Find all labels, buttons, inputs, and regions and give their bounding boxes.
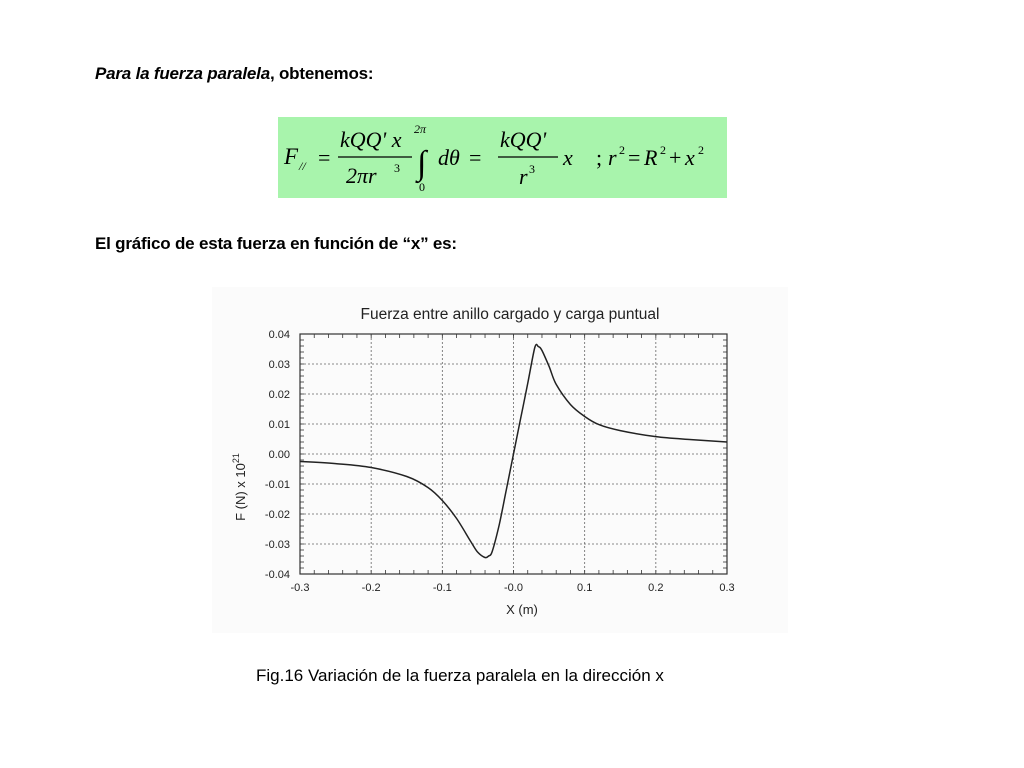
frac1-power: 3 — [394, 161, 400, 175]
x-tick-label: -0.2 — [361, 582, 381, 594]
integral-lower: 0 — [419, 180, 425, 194]
frac1-denominator: 2πr — [346, 163, 377, 188]
y-tick-label: -0.02 — [264, 509, 290, 521]
chart-title: Fuerza entre anillo cargado y carga puntual — [360, 306, 660, 323]
y-tick-label: 0.01 — [268, 419, 290, 431]
formula-equals-1: = — [318, 145, 331, 170]
x-tick-label: -0.3 — [290, 582, 310, 594]
y-axis-label — [231, 453, 248, 521]
y-tick-label: -0.03 — [264, 539, 290, 551]
frac2-denominator: r — [519, 164, 528, 189]
chart-svg — [212, 287, 788, 633]
condition-r: r — [608, 145, 617, 170]
series-layer — [300, 344, 727, 557]
x-tick-label: 0.2 — [648, 582, 664, 594]
condition-r-power: 2 — [619, 143, 625, 157]
formula-lhs: F — [284, 144, 299, 169]
formula-svg — [278, 117, 727, 198]
differential: dθ — [438, 145, 460, 170]
formula-lhs-subscript: // — [299, 159, 306, 173]
figure-caption: Fig.16 Variación de la fuerza paralela en la dirección x — [256, 666, 664, 685]
condition-R: R — [644, 145, 658, 170]
x-tick-label: -0.0 — [504, 582, 523, 594]
y-axis-label-group — [231, 453, 248, 521]
x-tick-label: 0.1 — [577, 582, 593, 594]
frac2-power: 3 — [529, 162, 535, 176]
x-axis-label: X (m) — [506, 602, 538, 617]
force-curve — [300, 344, 727, 557]
y-axis-label-exponent: 21 — [231, 453, 241, 464]
chart-figure — [212, 287, 788, 633]
y-tick-label: 0.04 — [268, 329, 290, 341]
condition-separator: ; — [596, 145, 603, 170]
y-axis-label-text: F (N) x 10 — [233, 463, 248, 521]
integral-upper: 2π — [414, 122, 427, 136]
graph-intro: El gráfico de esta fuerza en función de “x” es: — [95, 234, 457, 253]
x-tick-label: 0.3 — [719, 582, 735, 594]
condition-equals: = — [628, 145, 641, 170]
intro-text — [95, 64, 373, 84]
intro-italic: Para la fuerza paralela — [95, 64, 270, 83]
y-tick-label: -0.01 — [264, 479, 290, 491]
formula-equals-2: = — [469, 145, 482, 170]
frac2-tail: x — [563, 145, 573, 170]
condition-R-power: 2 — [660, 143, 666, 157]
y-tick-label: -0.04 — [264, 569, 290, 581]
tick-layer — [265, 329, 735, 594]
y-tick-label: 0.00 — [268, 449, 290, 461]
condition-x-power: 2 — [698, 143, 704, 157]
y-tick-label: 0.03 — [268, 359, 290, 371]
x-tick-label: -0.1 — [432, 582, 452, 594]
integral-sign: ∫ — [417, 145, 427, 182]
y-tick-label: 0.02 — [268, 389, 290, 401]
frac1-numerator: kQQ' x — [340, 127, 402, 152]
condition-plus: + — [669, 145, 682, 170]
formula-box — [278, 117, 727, 198]
condition-x: x — [685, 145, 695, 170]
intro-rest: , obtenemos: — [269, 64, 374, 83]
frac2-numerator: kQQ' — [500, 127, 547, 152]
